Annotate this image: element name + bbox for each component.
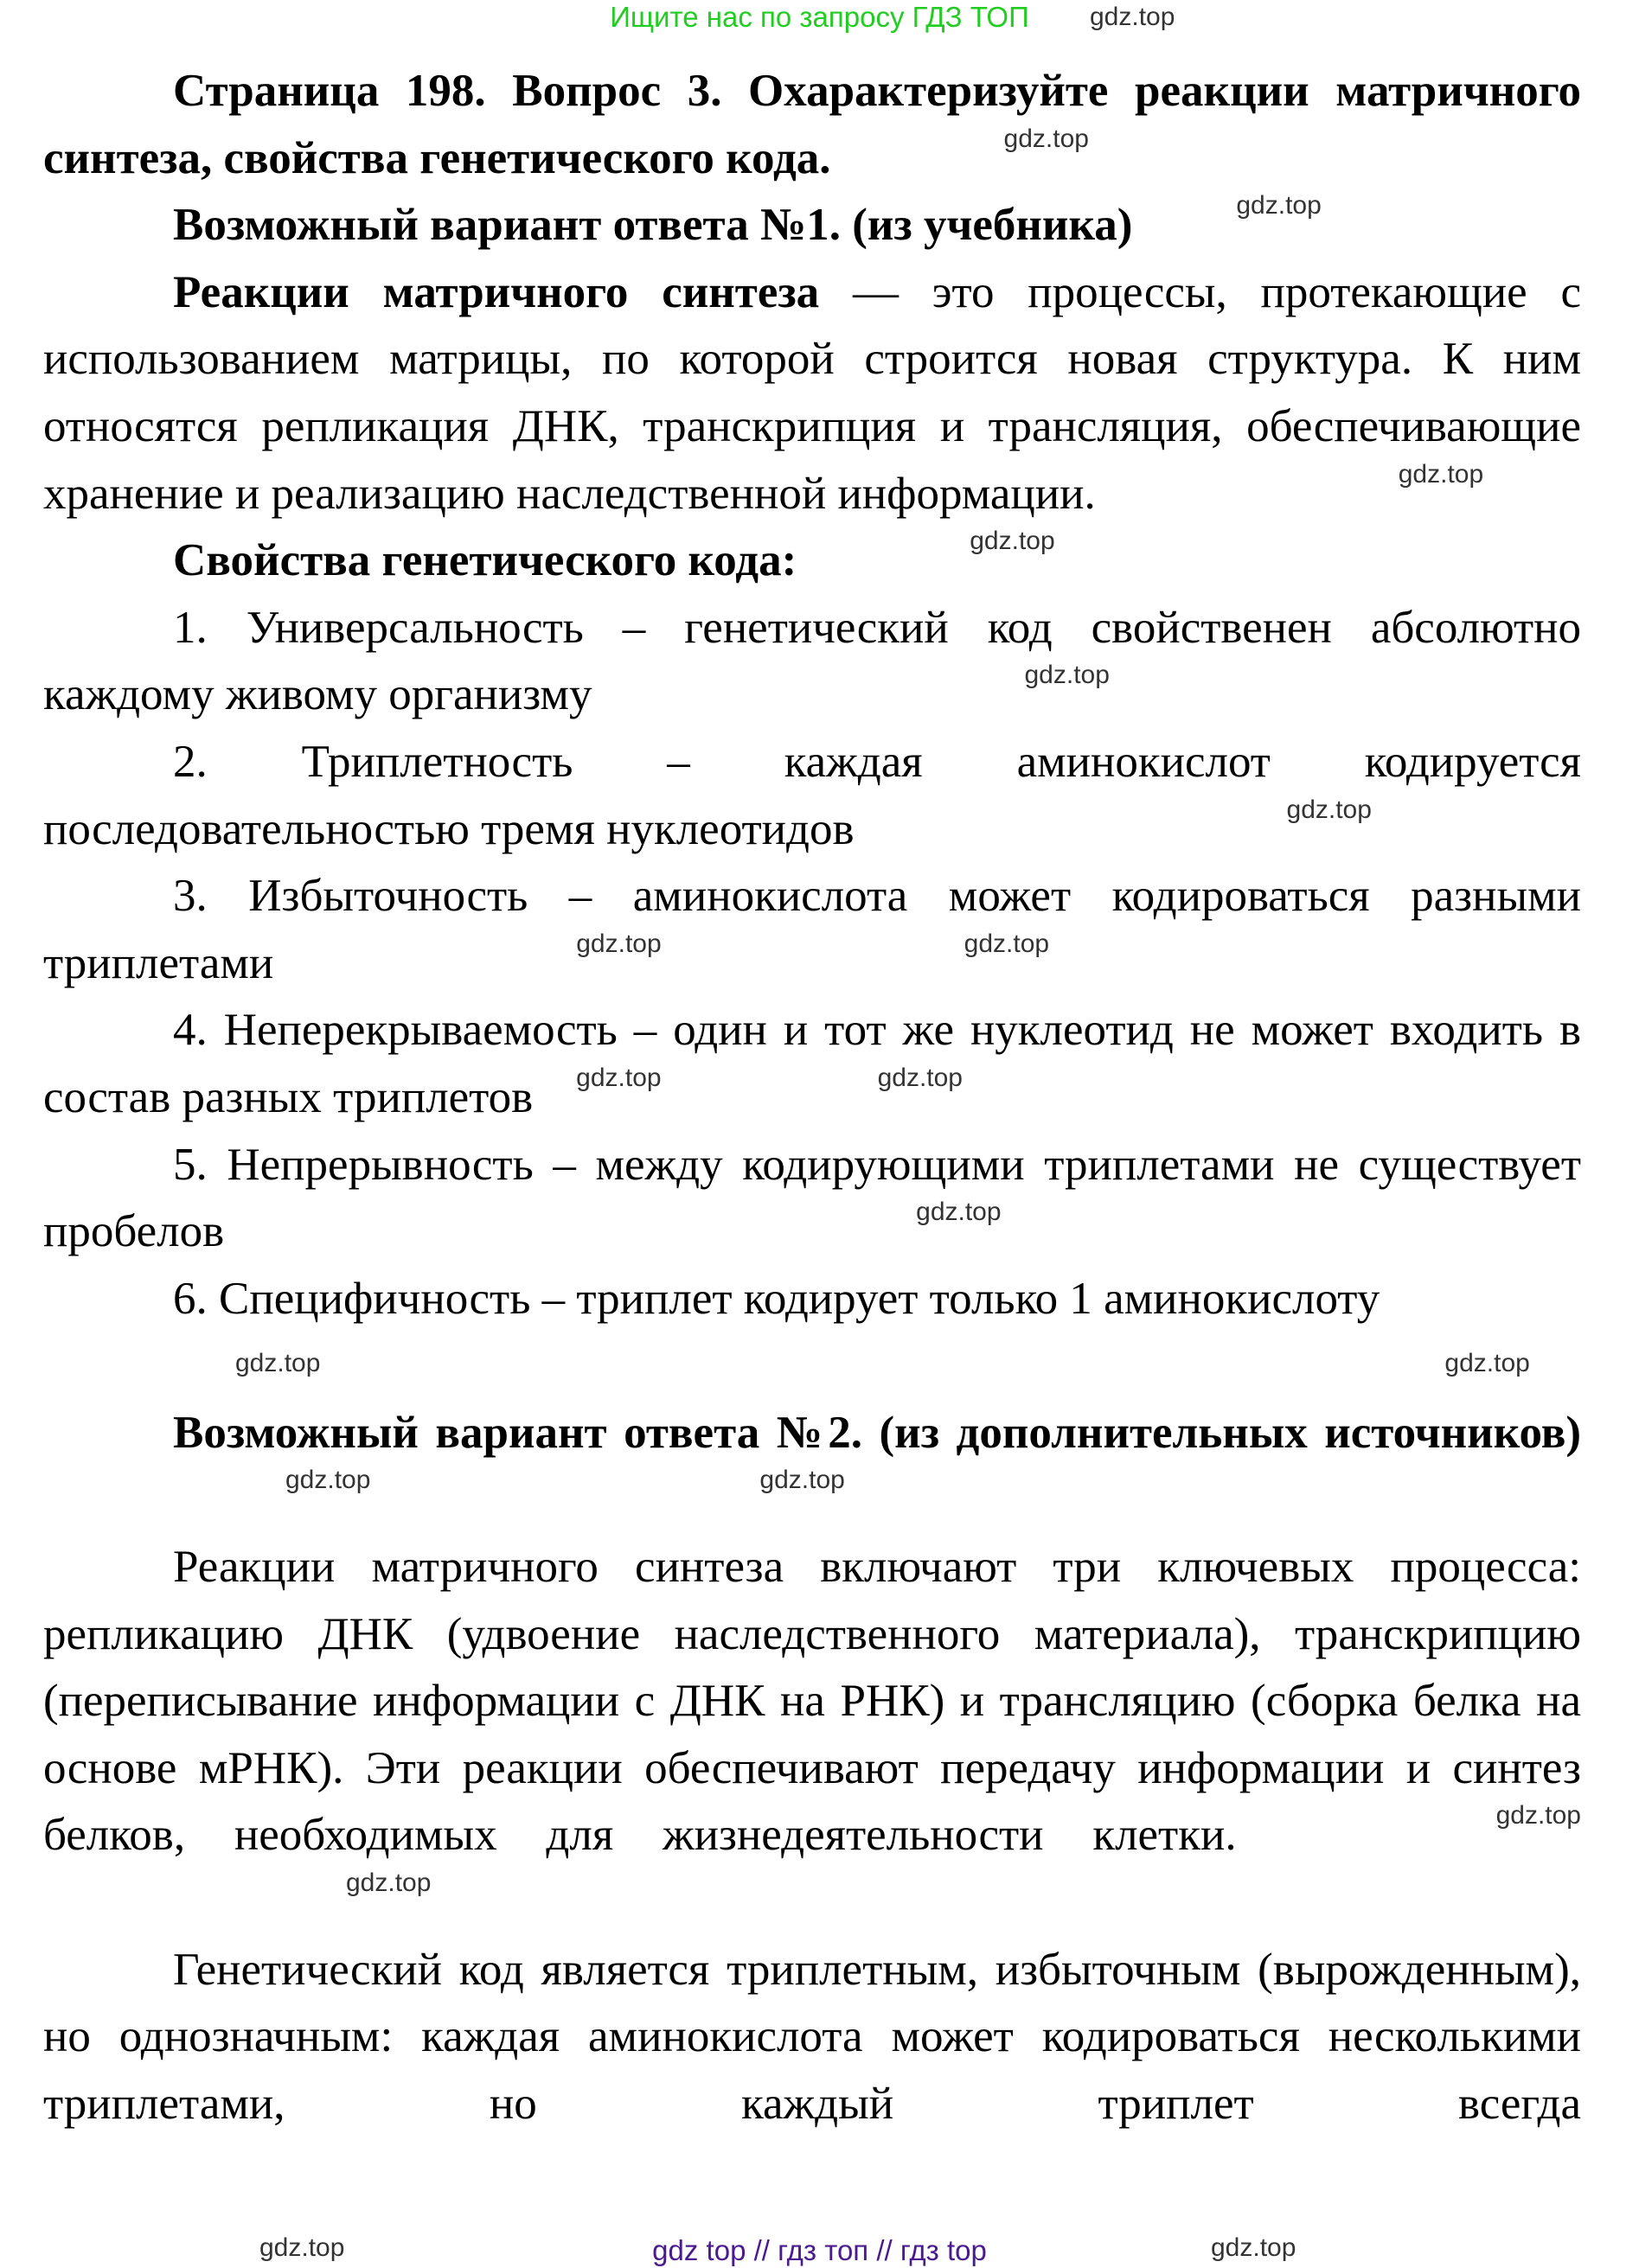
watermark: gdz.top	[1286, 795, 1372, 824]
watermark: gdz.top	[1090, 3, 1175, 31]
watermark: gdz.top	[1398, 459, 1484, 489]
watermark: gdz.top	[235, 1349, 321, 1378]
property-item: 6. Специфичность – триплет кодирует только 1 аминокислоту	[173, 1273, 1380, 1324]
property-item: 4. Неперекрываемость – один и тот же нуклеотид не может входить в состав разных триплетов gdz.top gdz.top	[43, 1005, 1581, 1122]
watermark: gdz.top	[1495, 1801, 1581, 1830]
term: Реакции матричного синтеза	[173, 266, 820, 317]
watermark: gdz.top	[759, 1466, 845, 1495]
watermark: gdz.top	[964, 929, 1050, 958]
watermark: gdz.top	[259, 2233, 345, 2262]
property-item: 3. Избыточность – аминокислота может кодироваться разными триплетами gdz.top gdz.top	[43, 871, 1581, 988]
properties-heading: Свойства генетического кода: gdz.top	[173, 527, 1055, 586]
watermark: gdz.top	[1444, 1349, 1530, 1378]
property-item: 5. Непрерывность – между кодирующими триплетами не существует пробелов gdz.top	[43, 1139, 1581, 1257]
answer1-heading: Возможный вариант ответа №1. (из учебника) gdz.top	[173, 191, 1322, 251]
watermark: gdz.top	[1211, 2233, 1296, 2262]
watermark: gdz.top	[1236, 191, 1322, 220]
spacer	[43, 1332, 1581, 1400]
watermark: gdz.top	[1003, 124, 1089, 153]
watermark: gdz.top	[285, 1466, 371, 1495]
footer-links[interactable]: gdz top // гдз топ // гдз top	[652, 2234, 987, 2266]
watermark: gdz.top	[576, 929, 662, 958]
watermark: gdz.top	[916, 1198, 1002, 1227]
answer2-paragraph: Реакции матричного синтеза включают три ключевых процесса: репликацию ДНК (удвоение наследственного материала), транскрипцию (переписывание информации с ДНК на РНК) и трансляцию (сборка белка на основе мРНК). Эти реакции обеспечивают передачу информации и синтез белков, необходимых для жизнедеятельности клетки. gdz.topgdz.top	[43, 1542, 1581, 1898]
watermark: gdz.top	[576, 1063, 662, 1092]
watermark: gdz.top	[877, 1063, 963, 1092]
watermark: gdz.top	[346, 1869, 432, 1898]
watermark: gdz.top	[970, 527, 1055, 556]
document-body	[43, 58, 1581, 2137]
watermark: gdz.top	[1024, 661, 1110, 690]
answer2-heading: Возможный вариант ответа №2. (из дополнительных источников)gdz.top gdz.top	[173, 1407, 1581, 1495]
answer2-paragraph: Генетический код является триплетным, избыточным (вырожденным), но однозначным: каждая аминокислота может кодироваться несколькими триплетами, но каждый триплет всегда	[43, 1944, 1581, 2129]
question-title: Страница 198. Вопрос 3. Охарактеризуйте реакции матричного синтеза, свойства генетического кода. gdz.top	[43, 66, 1581, 183]
search-banner: Ищите нас по запросу ГДЗ ТОП	[610, 1, 1029, 33]
property-item: 1. Универсальность – генетический код свойственен абсолютно каждому живому организму gdz.top	[43, 602, 1581, 720]
property-item: 2. Триплетность – каждая аминокислот кодируется последовательностью тремя нуклеотидов gdz.top	[43, 736, 1581, 854]
definition-paragraph: Реакции матричного синтеза — это процессы, протекающие с использованием матрицы, по которой строится новая структура. К ним относятся репликация ДНК, транскрипция и трансляция, обеспечивающие хранение и реализацию наследственной информации. gdz.top	[43, 266, 1582, 519]
